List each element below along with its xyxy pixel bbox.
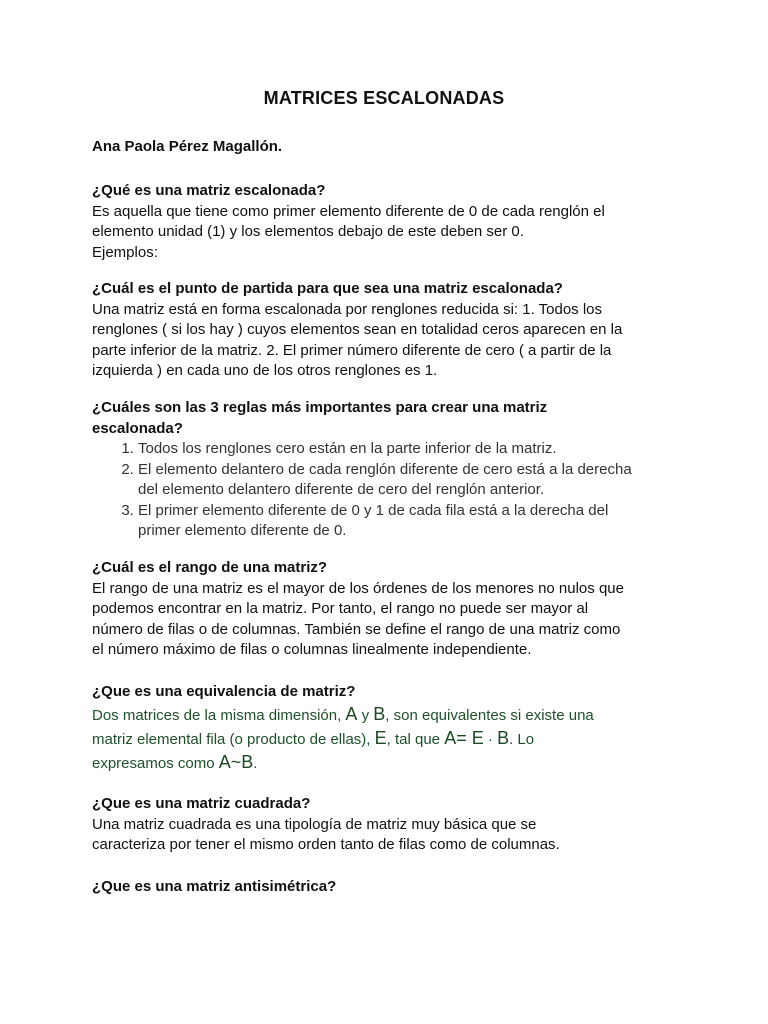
paragraph-line: Ejemplos: bbox=[92, 243, 158, 261]
section-matriz-antisimetrica bbox=[92, 877, 682, 898]
paragraph-line: Es aquella que tiene como primer elemento diferente de 0 de cada renglón el bbox=[92, 202, 605, 220]
rule-text: del elemento delantero diferente de cero del renglón anterior. bbox=[138, 481, 545, 498]
equivalence-line bbox=[92, 751, 682, 775]
rules-list bbox=[92, 439, 682, 542]
paragraph-line: el número máximo de filas o columnas linealmente independiente. bbox=[92, 641, 532, 658]
equivalence-line bbox=[92, 727, 682, 751]
rule-text: El primer elemento diferente de 0 y 1 de cada fila está a la derecha del bbox=[138, 501, 609, 519]
matrix-symbol: E bbox=[374, 727, 387, 748]
equivalence-text: , tal que bbox=[386, 730, 445, 748]
section-matriz-cuadrada bbox=[92, 794, 682, 856]
section-punto-de-partida bbox=[92, 279, 682, 382]
equation-symbol: A~B bbox=[218, 751, 254, 772]
paragraph-line: parte inferior de la matriz. 2. El primer número diferente de cero ( a partir de la bbox=[92, 341, 612, 359]
rule-item bbox=[138, 439, 682, 460]
matrix-symbol: B bbox=[373, 703, 386, 724]
paragraph-line: caracteriza por tener el mismo orden tanto de filas como de columnas. bbox=[92, 836, 560, 853]
paragraph-line: izquierda ) en cada uno de los otros renglones es 1. bbox=[92, 362, 438, 379]
paragraph-line: Una matriz está en forma escalonada por renglones reducida si: 1. Todos los bbox=[92, 300, 603, 318]
paragraph-line: número de filas o de columnas. También se define el rango de una matriz como bbox=[92, 620, 621, 638]
equivalence-text: · bbox=[483, 730, 498, 748]
rule-text: El elemento delantero de cada renglón diferente de cero está a la derecha bbox=[138, 460, 632, 478]
equivalence-text: y bbox=[357, 706, 374, 724]
section-question: escalonada? bbox=[92, 419, 183, 437]
equivalence-text: . bbox=[253, 754, 258, 772]
paragraph-line: renglones ( si los hay ) cuyos elementos sean en totalidad ceros aparecen en la bbox=[92, 321, 623, 338]
matrix-symbol: B bbox=[497, 727, 510, 748]
paragraph-line: Una matriz cuadrada es una tipología de matriz muy básica que se bbox=[92, 815, 537, 833]
document-title: MATRICES ESCALONADAS bbox=[263, 88, 505, 108]
paragraph-line: El rango de una matriz es el mayor de los órdenes de los menores no nulos que bbox=[92, 579, 624, 597]
paragraph-line: podemos encontrar en la matriz. Por tanto, el rango no puede ser mayor al bbox=[92, 600, 589, 617]
section-question: ¿Qué es una matriz escalonada? bbox=[92, 182, 326, 199]
equation-symbol: A= E bbox=[444, 727, 484, 748]
section-tres-reglas bbox=[92, 398, 682, 542]
section-question: ¿Que es una equivalencia de matriz? bbox=[92, 683, 356, 700]
section-rango-matriz bbox=[92, 558, 682, 661]
paragraph-line: elemento unidad (1) y los elementos debajo de este deben ser 0. bbox=[92, 223, 524, 240]
section-question: ¿Que es una matriz antisimétrica? bbox=[92, 878, 337, 895]
equivalence-text: expresamos como bbox=[92, 754, 219, 772]
matrix-symbol: A bbox=[345, 703, 358, 724]
rule-text: Todos los renglones cero están en la parte inferior de la matriz. bbox=[138, 440, 557, 457]
equivalence-line bbox=[92, 703, 682, 727]
rule-item bbox=[138, 460, 682, 501]
equivalence-text: . Lo bbox=[509, 730, 535, 748]
equivalence-text: , son equivalentes si existe una bbox=[385, 706, 594, 724]
section-question: ¿Cuál es el punto de partida para que sea una matriz escalonada? bbox=[92, 280, 563, 297]
section-que-es-matriz-escalonada bbox=[92, 181, 682, 263]
section-equivalencia-matriz bbox=[92, 682, 682, 775]
rule-item bbox=[138, 501, 682, 542]
equivalence-text: matriz elemental fila (o producto de ellas), bbox=[92, 730, 375, 748]
section-question: ¿Que es una matriz cuadrada? bbox=[92, 795, 311, 812]
equivalence-text: Dos matrices de la misma dimensión, bbox=[92, 706, 346, 724]
section-question: ¿Cuáles son las 3 reglas más importantes para crear una matriz bbox=[92, 399, 548, 416]
author-name: Ana Paola Pérez Magallón. bbox=[92, 138, 283, 155]
section-question: ¿Cuál es el rango de una matriz? bbox=[92, 559, 328, 576]
rule-text: primer elemento diferente de 0. bbox=[138, 522, 347, 539]
